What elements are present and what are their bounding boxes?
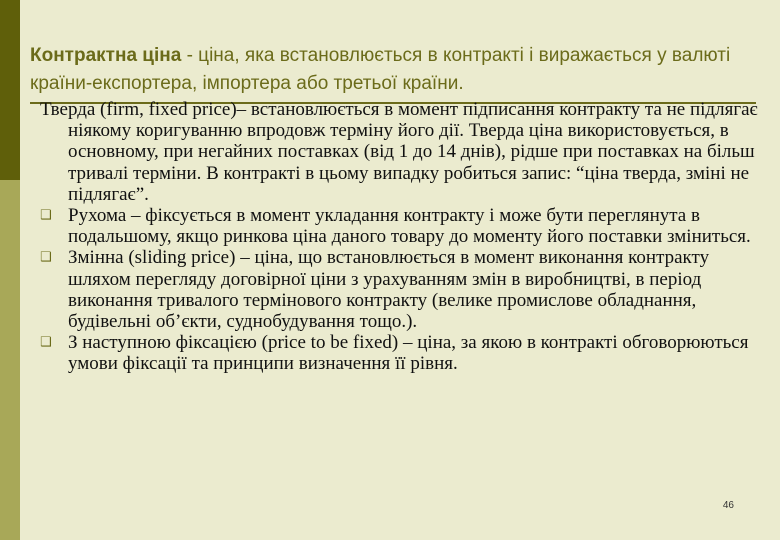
bullet-text: З наступною фіксацією (price to be fixed) – ціна, за якою в контракті обговорюються умови фіксації та принципи визначення її рівня. bbox=[68, 332, 749, 375]
bullet-text: Рухома – фіксується в момент укладання контракту і може бути переглянута в подальшому, якщо ринкова ціна даного товару до моменту його поставки зміниться. bbox=[68, 205, 751, 248]
bullet-item-sliding-price bbox=[40, 247, 760, 332]
title-term: Контрактна ціна bbox=[30, 45, 182, 66]
slide-title bbox=[30, 42, 770, 98]
hollow-square-bullet-icon: ❑ bbox=[40, 334, 52, 350]
bullet-item-floating-price bbox=[40, 205, 760, 247]
hollow-square-bullet-icon: ❑ bbox=[40, 249, 52, 265]
title-definition: - ціна, яка встановлюється в контракті і виражається у валюті країни-експортера, імпортера або третьої країни. bbox=[30, 45, 731, 94]
sidebar-decoration-dark bbox=[0, 0, 20, 180]
bullet-item-price-to-be-fixed bbox=[40, 332, 760, 374]
bullet-text: Змінна (sliding price) – ціна, що встановлюється в момент виконання контракту шляхом перегляду договірної ціни з урахуванням змін в виробництві, в період виконання тривалого термінового контракту (велике промислове обладнання, будівельні об’єкти, суднобудування тощо.). bbox=[68, 247, 710, 333]
hollow-square-bullet-icon: ❑ bbox=[40, 207, 52, 223]
slide-content bbox=[40, 99, 760, 375]
page-number: 46 bbox=[722, 500, 734, 511]
paragraph-firm-price: Тверда (firm, fixed price)– встановлюється в момент підписання контракту та не підлягає ніякому коригуванню впродовж терміну його дії. Тверда ціна використовується, в основному, при негайних поставках (від 1 до 14 днів), рідше при поставках на більш тривалі терміни. В контракті в цьому випадку робиться запис: “ціна тверда, зміні не підлягає”. bbox=[40, 99, 758, 205]
sidebar-decoration-light bbox=[0, 180, 20, 540]
